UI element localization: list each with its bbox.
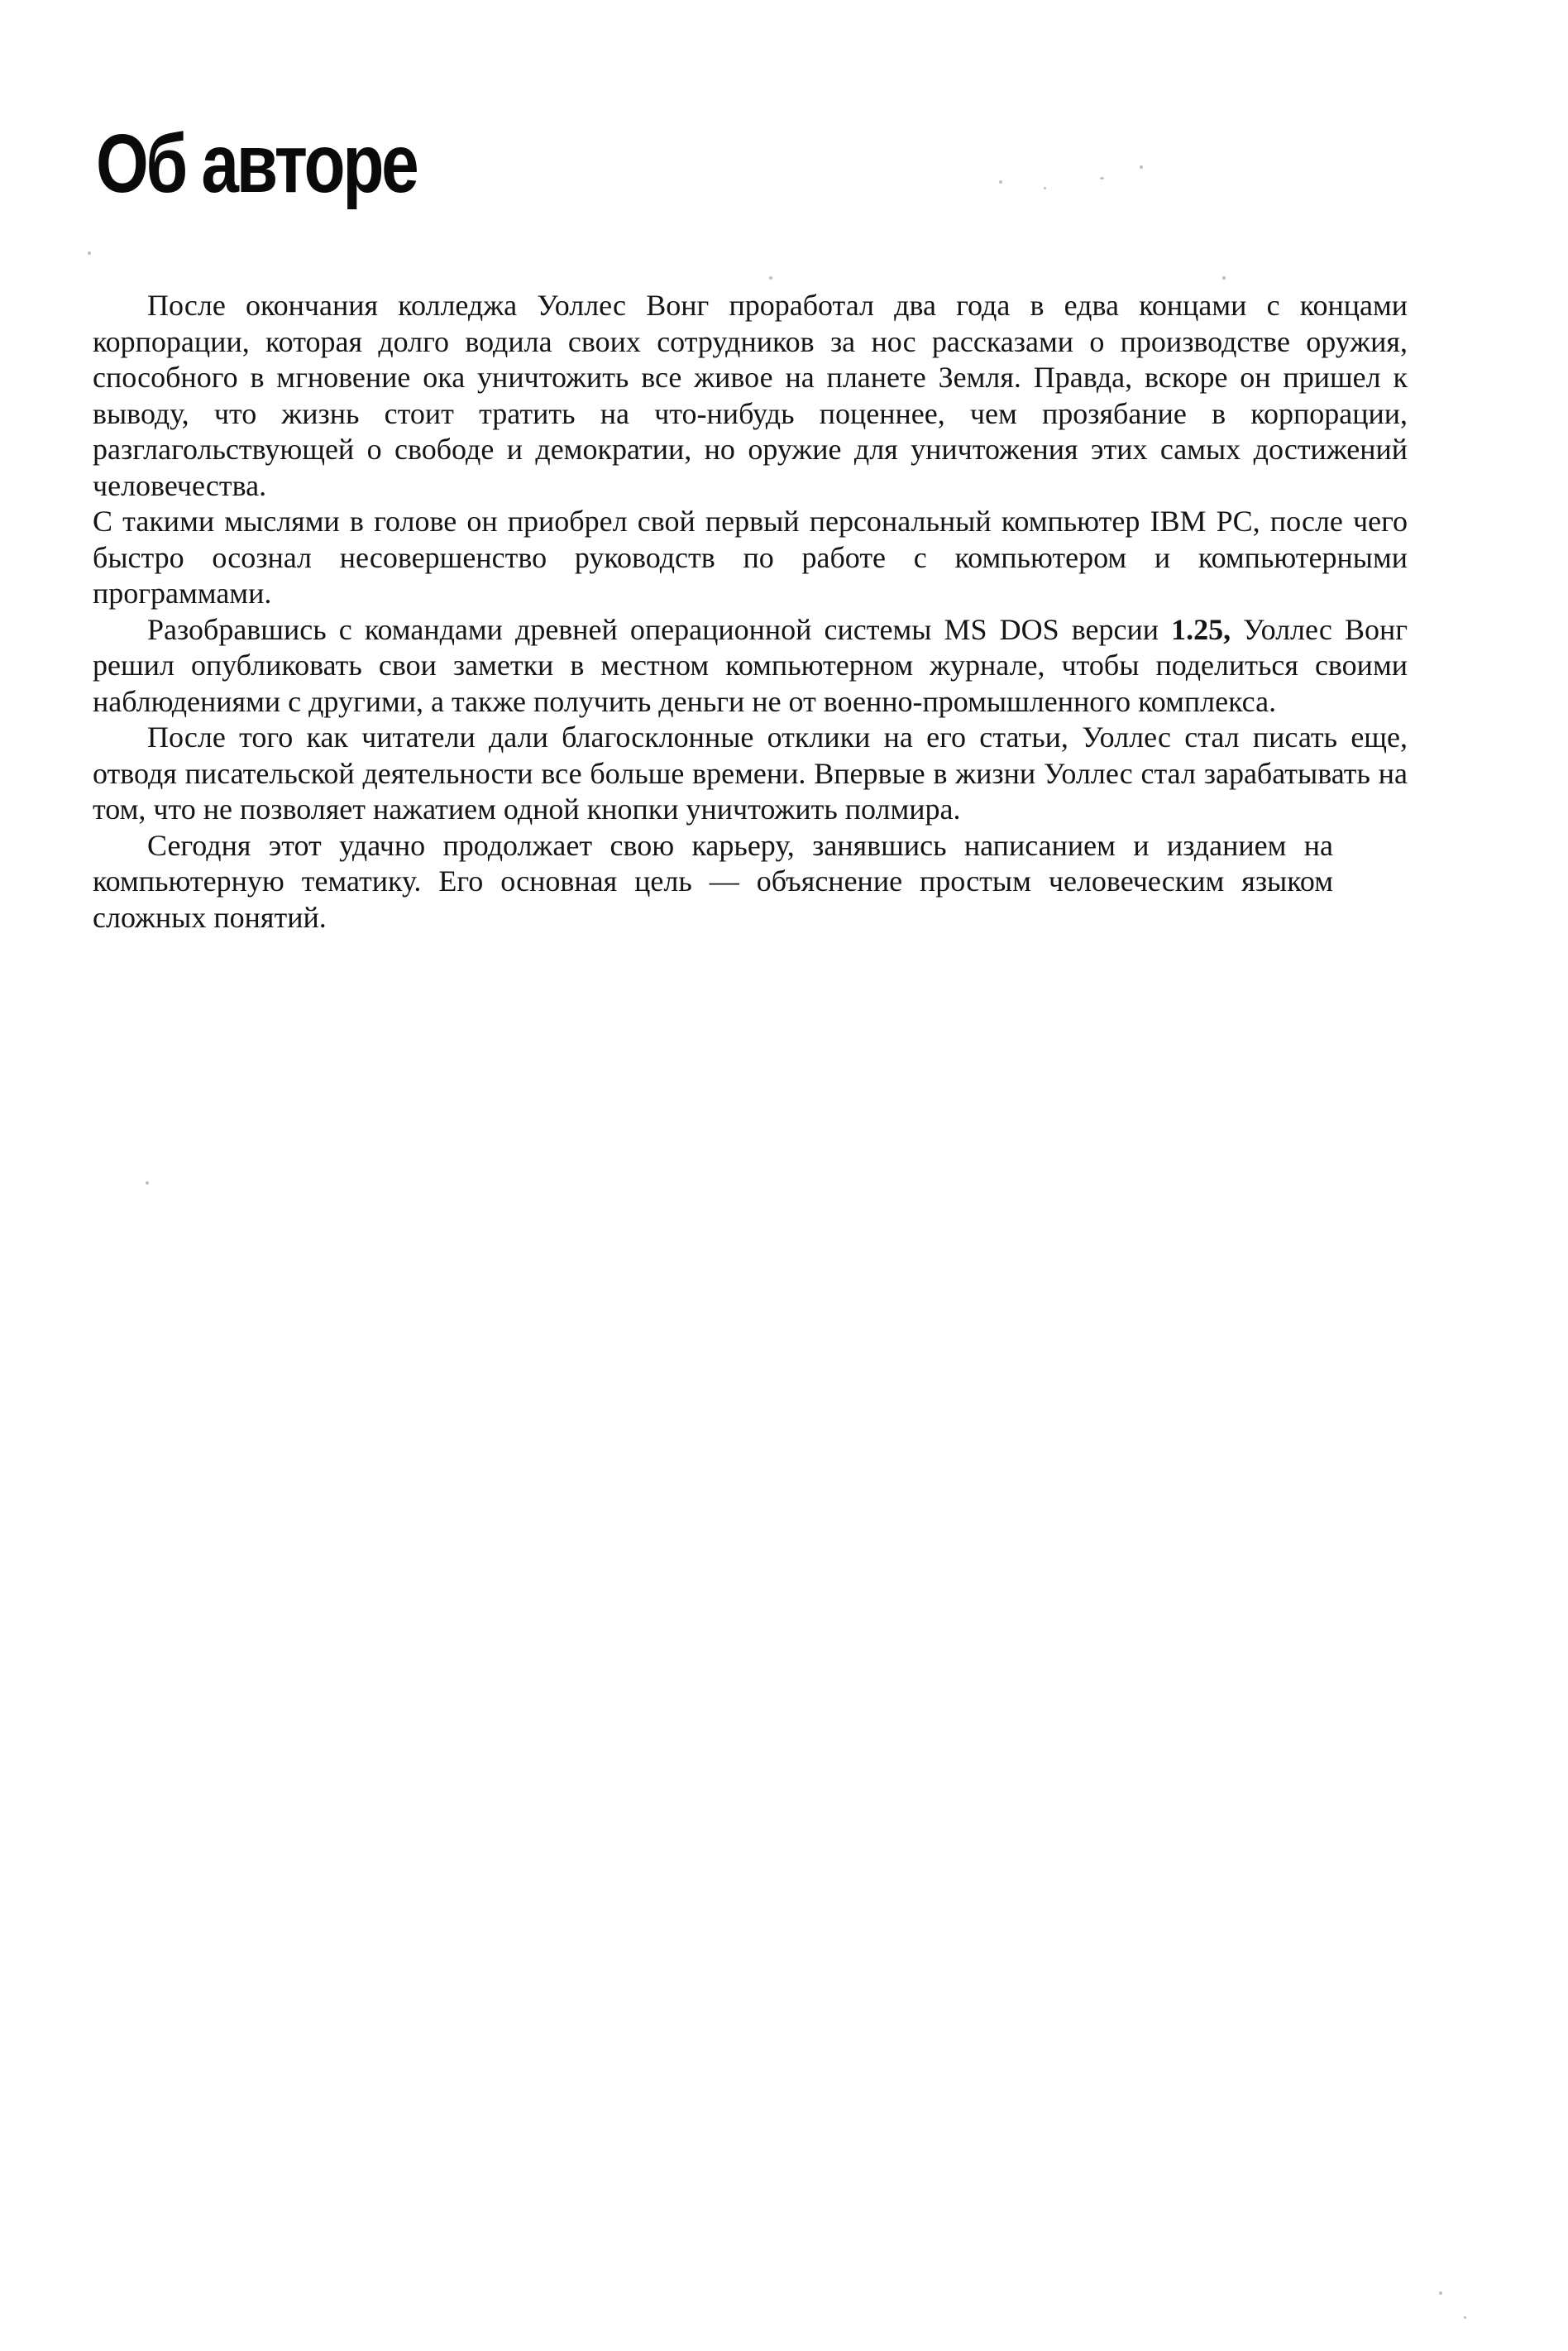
paragraph-2: С такими мыслями в голове он приобрел свой первый персональный компьютер IBM PC, после чего быстро осознал несовершенство руководств по работе с компьютером и компьютерными программами.: [93, 505, 1408, 610]
page-title: Об авторе: [96, 117, 417, 210]
paragraph-3-text-after: Уоллес Вонг решил опубликовать свои заметки в местном компьютерном журнале, чтобы поделиться своими наблюдениями с другими, а также получить деньги не от военно-промышленного комплекса.: [93, 612, 1408, 718]
scan-speck: [1044, 187, 1046, 189]
paragraph-1: После окончания колледжа Уоллес Вонг проработал два года в едва концами с концами корпорации, которая долго водила своих сотрудников за нос рассказами о производстве оружия, способного в мгновение ока уничтожить все живое на планете Земля. Правда, вскоре он пришел к выводу, что жизнь стоит тратить на что-нибудь поценнее, чем прозябание в корпорации, разглагольствующей о свободе и демократии, но оружие для уничтожения этих самых достижений человечества.: [93, 289, 1408, 502]
scan-speck: [1464, 2316, 1466, 2319]
paragraph-4: После того как читатели дали благосклонные отклики на его статьи, Уоллес стал писать еще, отводя писательской деятельности все больше времени. Впервые в жизни Уоллес стал зарабатывать на том, что не позволяет нажатием одной кнопки уничтожить полмира.: [93, 721, 1408, 826]
paragraph-3: [93, 612, 1408, 721]
scan-speck: [1222, 276, 1226, 280]
body-text: [93, 288, 1408, 936]
scan-speck: [1100, 177, 1104, 180]
scan-speck: [1439, 2291, 1442, 2295]
paragraph-3-text-before: Разобравшись с командами древней операционной системы MS DOS версии: [147, 612, 1172, 646]
scan-speck: [1140, 165, 1143, 169]
dos-version: 1.25,: [1171, 612, 1231, 646]
scan-speck: [769, 276, 772, 280]
scan-speck: [146, 1181, 149, 1185]
paragraph-5: Сегодня этот удачно продолжает свою карьеру, занявшись написанием и изданием на компьютерную тематику. Его основная цель — объяснение простым человеческим языком сложных понятий.: [93, 828, 1333, 934]
scan-speck: [999, 180, 1002, 184]
scan-speck: [88, 251, 91, 255]
